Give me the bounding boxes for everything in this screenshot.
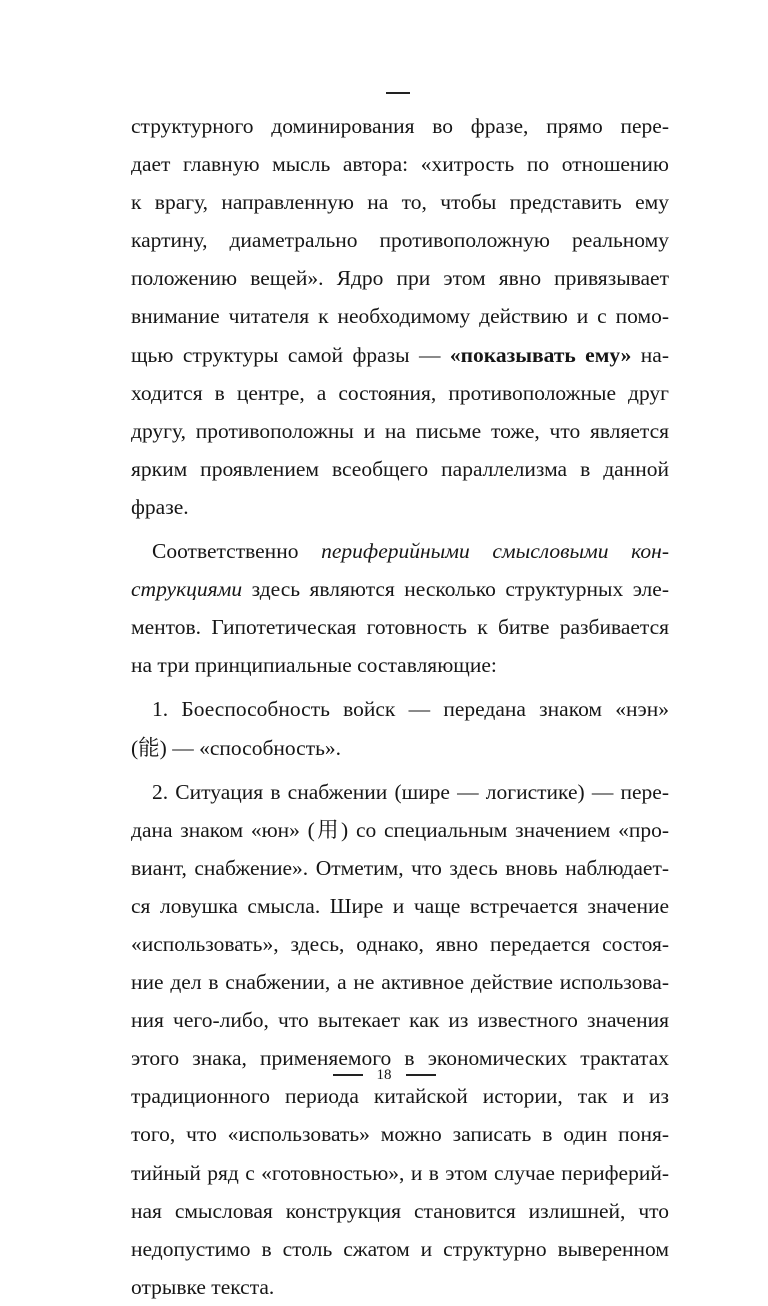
paragraph-2-line: на три принципиальные составляющие: bbox=[131, 653, 497, 678]
top-dash bbox=[386, 92, 410, 94]
list-item-2-line: отрывке текста. bbox=[131, 1274, 275, 1299]
text-fragment: на- bbox=[631, 342, 669, 367]
page-number: 18 bbox=[376, 1066, 392, 1083]
text-line: фразе. bbox=[131, 494, 189, 519]
text-line: к врагу, направленную на то, чтобы представить ему bbox=[131, 190, 669, 215]
text-line: другу, противоположны и на письме тоже, что является bbox=[131, 418, 669, 443]
text-line: ярким проявлением всеобщего параллелизма в данной bbox=[131, 456, 669, 481]
list-item-1-line: (能) — «способность». bbox=[131, 735, 342, 760]
text-fragment: здесь являются несколько структурных эле- bbox=[242, 577, 669, 602]
list-item-2-line: 2. Ситуация в снабжении (шире — логистике) — пере- bbox=[152, 779, 669, 804]
text-line-emphasis bbox=[131, 336, 669, 374]
text-line: дает главную мысль автора: «хитрость по отношению bbox=[131, 152, 669, 177]
italic-term: струкциями bbox=[131, 577, 243, 602]
text-line: внимание читателя к необходимому действию и с помо- bbox=[131, 304, 669, 329]
list-item-2-line: «использовать», здесь, однако, явно передается состоя- bbox=[131, 931, 669, 956]
text-line: положению вещей». Ядро при этом явно привязывает bbox=[131, 266, 669, 291]
main-text bbox=[131, 107, 669, 1306]
list-item-2-line: ния чего-либо, что вытекает как из известного значения bbox=[131, 1008, 669, 1033]
paragraph-2-line: ментов. Гипотетическая готовность к битве разбивается bbox=[131, 615, 669, 640]
list-item-2-line: дана знаком «юн» (用) со специальным значением «про- bbox=[131, 817, 669, 842]
text-fragment: щью структуры самой фразы — bbox=[131, 342, 450, 367]
paragraph-2-line bbox=[131, 570, 669, 608]
page-footer bbox=[0, 1060, 768, 1090]
list-item-2-line: этого знака, применяемого в экономических трактатах bbox=[131, 1046, 669, 1071]
list-item-2-line: ная смысловая конструкция становится излишней, что bbox=[131, 1198, 669, 1223]
footer-dash-left bbox=[333, 1074, 363, 1076]
list-item-2-line: традиционного периода китайской истории, так и из bbox=[131, 1084, 669, 1109]
text-line: структурного доминирования во фразе, прямо пере- bbox=[131, 114, 669, 138]
list-item-2-line: недопустимо в столь сжатом и структурно выверенном bbox=[131, 1236, 669, 1261]
list-item-2-line: того, что «использовать» можно записать в один поня- bbox=[131, 1122, 669, 1147]
paragraph-2-line bbox=[131, 532, 669, 570]
list-item-2-line: виант, снабжение». Отметим, что здесь вновь наблюдает- bbox=[131, 855, 669, 880]
list-item-2-line: ся ловушка смысла. Шире и чаще встречается значение bbox=[131, 893, 669, 918]
italic-term: периферийными смысловыми кон- bbox=[321, 539, 669, 564]
list-item-1-line: 1. Боеспособность войск — передана знаком «нэн» bbox=[152, 697, 669, 722]
text-line: картину, диаметрально противоположную реальному bbox=[131, 228, 669, 253]
bold-phrase: «показывать ему» bbox=[449, 342, 632, 367]
text-line: ходится в центре, а состояния, противоположные друг bbox=[131, 380, 669, 405]
list-item-2-line: ние дел в снабжении, а не активное действие использова- bbox=[131, 970, 669, 995]
footer-dash-right bbox=[406, 1074, 436, 1076]
list-item-2-line: тийный ряд с «готовностью», и в этом случае периферий- bbox=[131, 1160, 669, 1185]
text-fragment: Соответственно bbox=[152, 539, 322, 564]
